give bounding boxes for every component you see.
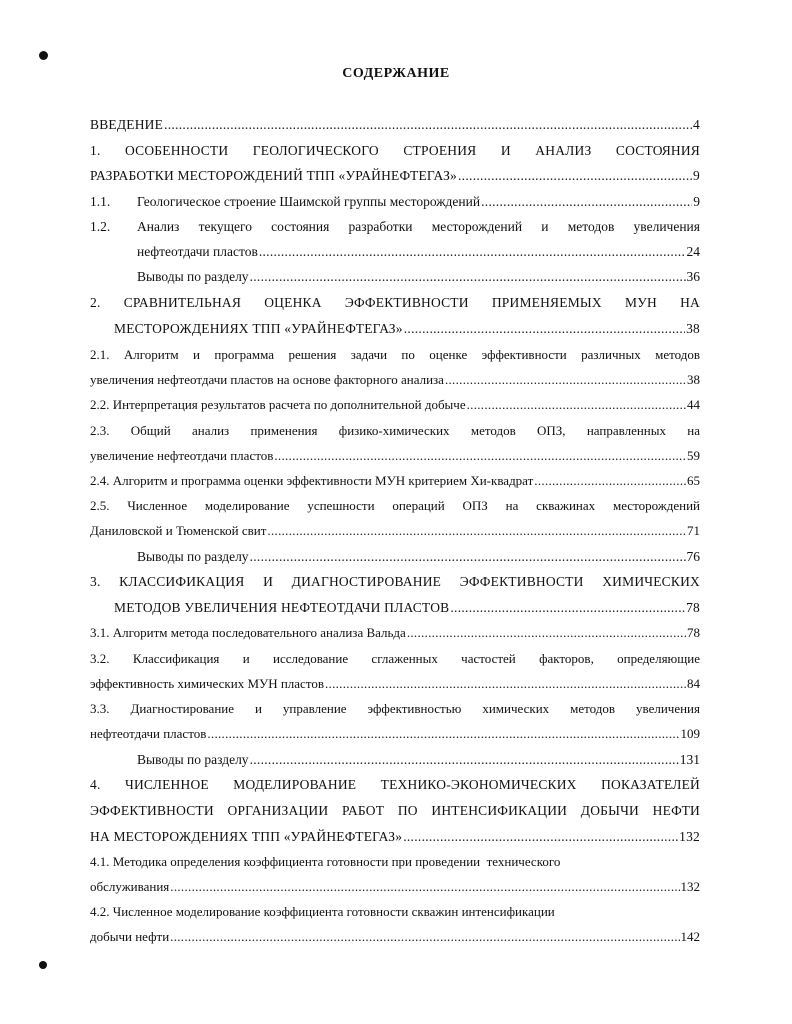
punch-hole-top [39,51,48,60]
toc-chapter-4-line-3: НА МЕСТОРОЖДЕНИЯХ ТПП «УРАЙНЕФТЕГАЗ» ..... 132 [90,828,700,846]
toc-chapter-2-line-2: МЕСТОРОЖДЕНИЯХ ТПП «УРАЙНЕФТЕГАЗ» ..... 38 [114,320,700,338]
toc-page-number: 24 [686,244,700,259]
toc-page-number: 59 [687,448,700,463]
punch-hole-bottom [39,961,47,969]
toc-page-number: 109 [680,726,700,741]
toc-section-number: 1.1. [90,194,111,209]
toc-page-number: 78 [687,625,700,640]
toc-section-3-2-line-2: эффективность химических МУН пластов ..... 84 [90,675,700,693]
toc-section-4-1-line-2: обслуживания ..... 132 [90,878,700,896]
toc-chapter-4-line-1: 4. ЧИСЛЕННОЕ МОДЕЛИРОВАНИЕ ТЕХНИКО-ЭКОНОМИЧЕСКИХ ПОКАЗАТЕЛЕЙ [90,777,700,792]
toc-page-number: 44 [687,397,700,412]
toc-section-2-4: 2.4. Алгоритм и программа оценки эффективности МУН критерием Хи-квадрат ..... 65 [90,472,700,490]
toc-section-3-3-line-2: нефтеотдачи пластов ..... 109 [90,725,700,743]
toc-section-number: 1.2. [90,219,111,234]
toc-section-3-2-line-1: 3.2. Классификация и исследование сглаженных частостей факторов, определяющие [90,651,700,666]
toc-chapter-4-line-2: ЭФФЕКТИВНОСТИ ОРГАНИЗАЦИИ РАБОТ ПО ИНТЕНСИФИКАЦИИ ДОБЫЧИ НЕФТИ [90,803,700,818]
toc-conclusions-2: Выводы по разделу ..... 76 [137,548,700,566]
toc-entry-text: ВВЕДЕНИЕ [90,117,164,132]
toc-chapter-2-line-1: 2. СРАВНИТЕЛЬНАЯ ОЦЕНКА ЭФФЕКТИВНОСТИ ПРИМЕНЯЕМЫХ МУН НА [90,295,700,310]
toc-chapter-3-line-2: МЕТОДОВ УВЕЛИЧЕНИЯ НЕФТЕОТДАЧИ ПЛАСТОВ ..... 78 [114,599,700,617]
toc-section-3-1: 3.1. Алгоритм метода последовательного анализа Вальда ..... 78 [90,624,700,642]
toc-page-number: 142 [680,929,700,944]
toc-conclusions-3: Выводы по разделу ..... 131 [137,751,700,769]
toc-section-2-5-line-1: 2.5. Численное моделирование успешности операций ОПЗ на скважинах месторождений [90,498,700,513]
toc-section-2-1-line-1: 2.1. Алгоритм и программа решения задачи по оценке эффективности различных методов [90,347,700,362]
toc-conclusions-1: Выводы по разделу ..... 36 [137,268,700,286]
toc-page-number: 38 [686,321,700,336]
toc-section-2-5-line-2: Даниловской и Тюменской свит ..... 71 [90,522,700,540]
toc-page-number: 38 [687,372,700,387]
toc-page-number: 132 [679,829,700,844]
toc-page-number: 78 [686,600,700,615]
toc-page-number: 65 [687,473,700,488]
toc-section-2-2: 2.2. Интерпретация результатов расчета по дополнительной добыче ..... 44 [90,396,700,414]
toc-entry-intro [90,116,700,134]
toc-page-number: 9 [693,194,700,209]
toc-page-number: 84 [687,676,700,691]
toc-page-number: 4 [693,117,700,132]
toc-chapter-3-line-1: 3. КЛАССИФИКАЦИЯ И ДИАГНОСТИРОВАНИЕ ЭФФЕКТИВНОСТИ ХИМИЧЕСКИХ [90,574,700,589]
toc-chapter-1-line-1: 1. ОСОБЕННОСТИ ГЕОЛОГИЧЕСКОГО СТРОЕНИЯ И АНАЛИЗ СОСТОЯНИЯ [90,143,700,158]
toc-page-number: 36 [686,269,700,284]
toc-page-number: 76 [686,549,700,564]
toc-section-4-1-line-1: 4.1. Методика определения коэффициента готовности при проведении технического [90,854,561,869]
page-title: СОДЕРЖАНИЕ [342,66,450,81]
toc-section-1-2-line-1: Анализ текущего состояния разработки месторождений и методов увеличения [137,219,700,234]
toc-chapter-1-line-2: РАЗРАБОТКИ МЕСТОРОЖДЕНИЙ ТПП «УРАЙНЕФТЕГАЗ» ..... 9 [90,167,700,185]
toc-section-4-2-line-1: 4.2. Численное моделирование коэффициента готовности скважин интенсификации [90,904,555,919]
toc-page-number: 131 [679,752,700,767]
toc-section-2-3-line-2: увеличение нефтеотдачи пластов ..... 59 [90,447,700,465]
toc-page-number: 71 [687,523,700,538]
toc-section-4-2-line-2: добычи нефти ..... 142 [90,928,700,946]
toc-section-2-1-line-2: увеличения нефтеотдачи пластов на основе факторного анализа ..... 38 [90,371,700,389]
toc-section-1-2-line-2: нефтеотдачи пластов ..... 24 [137,243,700,261]
toc-page-number: 132 [680,879,700,894]
toc-section-3-3-line-1: 3.3. Диагностирование и управление эффективностью химических методов увеличения [90,701,700,716]
toc-page-number: 9 [693,168,700,183]
toc-section-1-1: Геологическое строение Шаимской группы месторождений ..... 9 [137,193,700,211]
toc-section-2-3-line-1: 2.3. Общий анализ применения физико-химических методов ОПЗ, направленных на [90,423,700,438]
